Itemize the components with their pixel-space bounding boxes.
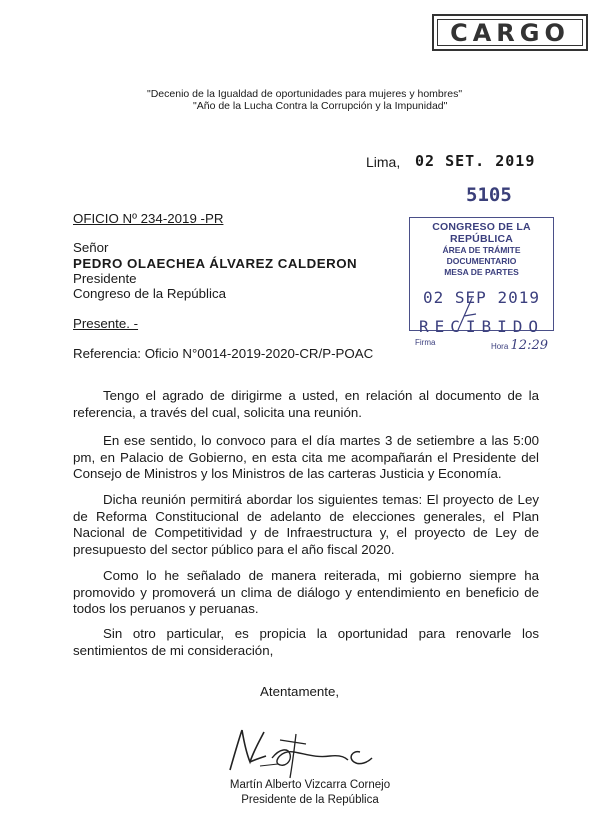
stamp-initials-mark [450, 296, 480, 332]
body-paragraph-3: Dicha reunión permitirá abordar los siguientes temas: El proyecto de Ley de Reforma Constitucional de adelanto de elecciones generales, el Plan Nacional de Competitividad y de Infraestructura y, el proyecto de Ley de presupuesto del sector público para el año fiscal 2020. [73, 492, 539, 557]
recipient-title: Presidente [73, 271, 137, 286]
stamp-received: RECIBIDO [418, 317, 545, 336]
closing: Atentamente, [260, 684, 340, 699]
body-paragraph-4: Como lo he señalado de manera reiterada, mi gobierno siempre ha promovido y promoverá un clima de diálogo y entendimiento en beneficio de todos los peruanos y peruanas. [73, 568, 539, 616]
reference-line: Referencia: Oficio N°0014-2019-2020-CR/P-POAC [73, 346, 374, 361]
stamp-firma-label: Firma [415, 338, 436, 347]
stamp-hora-value: 12:29 [510, 338, 548, 353]
motto-year: "Año de la Lucha Contra la Corrupción y la Impunidad" [193, 100, 448, 112]
stamp-sign-row [410, 338, 553, 353]
recipient-name: PEDRO OLAECHEA ÁLVAREZ CALDERON [73, 256, 358, 271]
body-paragraph-5: Sin otro particular, es propicia la oportunidad para renovarle los sentimientos de mi consideración, [73, 626, 539, 658]
handwritten-signature [220, 722, 390, 780]
stamp-office: MESA DE PARTES [444, 267, 519, 277]
motto-decenio: "Decenio de la Igualdad de oportunidades para mujeres y hombres" [147, 88, 463, 100]
registry-number: 5105 [466, 184, 512, 206]
stamp-institution: CONGRESO DE LA REPÚBLICA [432, 221, 531, 245]
body-paragraph-2: En ese sentido, lo convoco para el día martes 3 de setiembre a las 5:00 pm, en Palacio de Gobierno, en esta cita me acompañarán el Presidente del Consejo de Ministros y los Ministros de las carteras Justicia y Economía. [73, 433, 539, 481]
signer-name: Martín Alberto Vizcarra Cornejo [229, 779, 391, 791]
signer-title: Presidente de la República [241, 793, 379, 806]
signer-block [220, 778, 400, 807]
recipient-salutation: Señor [73, 240, 109, 255]
oficio-number: OFICIO Nº 234-2019 -PR [73, 211, 224, 226]
cargo-stamp [432, 14, 588, 51]
date-stamp: 02 SET. 2019 [415, 152, 536, 170]
stamp-date: 02 SEP 2019 [423, 288, 540, 307]
place-label: Lima, [366, 154, 401, 170]
cargo-stamp-text: CARGO [437, 19, 583, 46]
reception-stamp [409, 217, 554, 353]
presente-label: Presente. - [73, 316, 139, 331]
recipient-institution: Congreso de la República [73, 286, 227, 301]
stamp-hora-label: Hora [490, 342, 509, 351]
stamp-area: ÁREA DE TRÁMITE DOCUMENTARIO [442, 245, 521, 266]
body-paragraph-1: Tengo el agrado de dirigirme a usted, en relación al documento de la referencia, a través del cual, solicita una reunión. [73, 388, 539, 420]
